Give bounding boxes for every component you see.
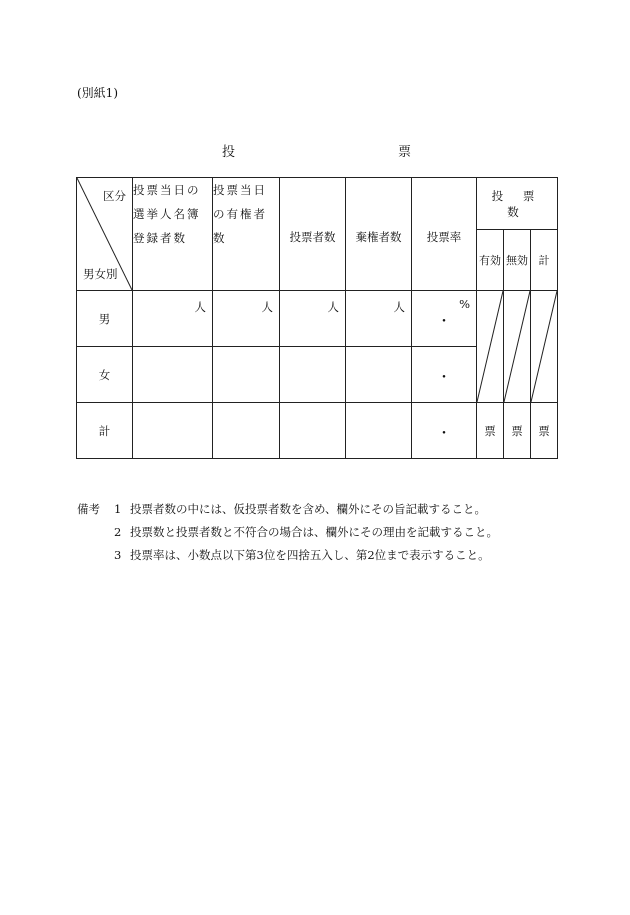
attachment-label: (別紙1): [77, 86, 118, 100]
note-item: [77, 521, 498, 544]
voting-table: [76, 177, 558, 459]
note-text: 投票者数の中には、仮投票者数を含め、欄外にその旨記載すること。: [130, 502, 487, 516]
notes-section: [77, 498, 498, 567]
header-eligible-line3: 数: [213, 231, 227, 245]
header-registered-line2: 選挙人名簿: [133, 207, 201, 221]
corner-header-cell: [77, 178, 133, 291]
slash-line: [504, 291, 530, 402]
header-voters: 投票者数: [280, 178, 346, 291]
decimal-dot: ・: [437, 426, 451, 442]
note-item: [77, 498, 498, 521]
unit-person: 人: [393, 300, 405, 314]
row-label-female: 女: [77, 347, 133, 403]
unit-vote: 票: [511, 423, 523, 438]
note-item: [77, 544, 498, 567]
notes-lead: 備考: [77, 502, 100, 516]
corner-label-category: 区分: [103, 189, 126, 203]
total-votes-slashed-cell: [531, 291, 558, 403]
row-label-male: 男: [77, 291, 133, 347]
valid-votes-slashed-cell: [477, 291, 504, 403]
total-abstainers-cell: [346, 403, 412, 459]
note-text: 投票数と投票者数と不符合の場合は、欄外にその理由を記載すること。: [130, 525, 498, 539]
unit-person: 人: [261, 300, 273, 314]
header-abstainers: 棄権者数: [346, 178, 412, 291]
male-voters-cell: [280, 291, 346, 347]
total-votes-cell: [531, 403, 558, 459]
invalid-votes-slashed-cell: [504, 291, 531, 403]
female-voters-cell: [280, 347, 346, 403]
decimal-dot: ・: [437, 370, 451, 386]
unit-person: 人: [327, 300, 339, 314]
total-registered-cell: [133, 403, 213, 459]
total-eligible-cell: [213, 403, 280, 459]
header-valid: 有効: [477, 230, 504, 291]
form-title-part1: 投: [222, 145, 236, 160]
header-registered-line3: 登録者数: [133, 231, 187, 245]
unit-vote: 票: [484, 423, 496, 438]
male-eligible-cell: [213, 291, 280, 347]
header-eligible: [213, 178, 280, 291]
total-valid-votes-cell: [477, 403, 504, 459]
unit-person: 人: [194, 300, 206, 314]
female-eligible-cell: [213, 347, 280, 403]
male-abstainers-cell: [346, 291, 412, 347]
header-turnout: 投票率: [412, 178, 477, 291]
male-turnout-cell: [412, 291, 477, 347]
note-number: 1: [114, 502, 122, 516]
slash-line: [531, 291, 557, 402]
header-votes-total: 計: [531, 230, 558, 291]
female-abstainers-cell: [346, 347, 412, 403]
corner-label-gender: 男女別: [83, 267, 118, 281]
header-eligible-line1: 投票当日: [213, 183, 267, 197]
male-registered-cell: [133, 291, 213, 347]
header-eligible-line2: の有権者: [213, 207, 267, 221]
total-invalid-votes-cell: [504, 403, 531, 459]
total-voters-cell: [280, 403, 346, 459]
header-invalid: 無効: [504, 230, 531, 291]
female-registered-cell: [133, 347, 213, 403]
row-label-total: 計: [77, 403, 133, 459]
form-title-part2: 票: [398, 145, 412, 160]
total-turnout-cell: [412, 403, 477, 459]
note-text: 投票率は、小数点以下第3位を四捨五入し、第2位まで表示すること。: [130, 548, 490, 562]
header-registered-line1: 投票当日の: [133, 183, 201, 197]
unit-percent: %: [459, 297, 470, 311]
female-turnout-cell: [412, 347, 477, 403]
header-votes-group: 投 票 数: [477, 178, 558, 230]
decimal-dot: ・: [437, 314, 451, 330]
slash-line: [477, 291, 503, 402]
note-number: 2: [114, 525, 122, 539]
header-registered: [133, 178, 213, 291]
unit-vote: 票: [538, 423, 550, 438]
note-number: 3: [114, 548, 122, 562]
